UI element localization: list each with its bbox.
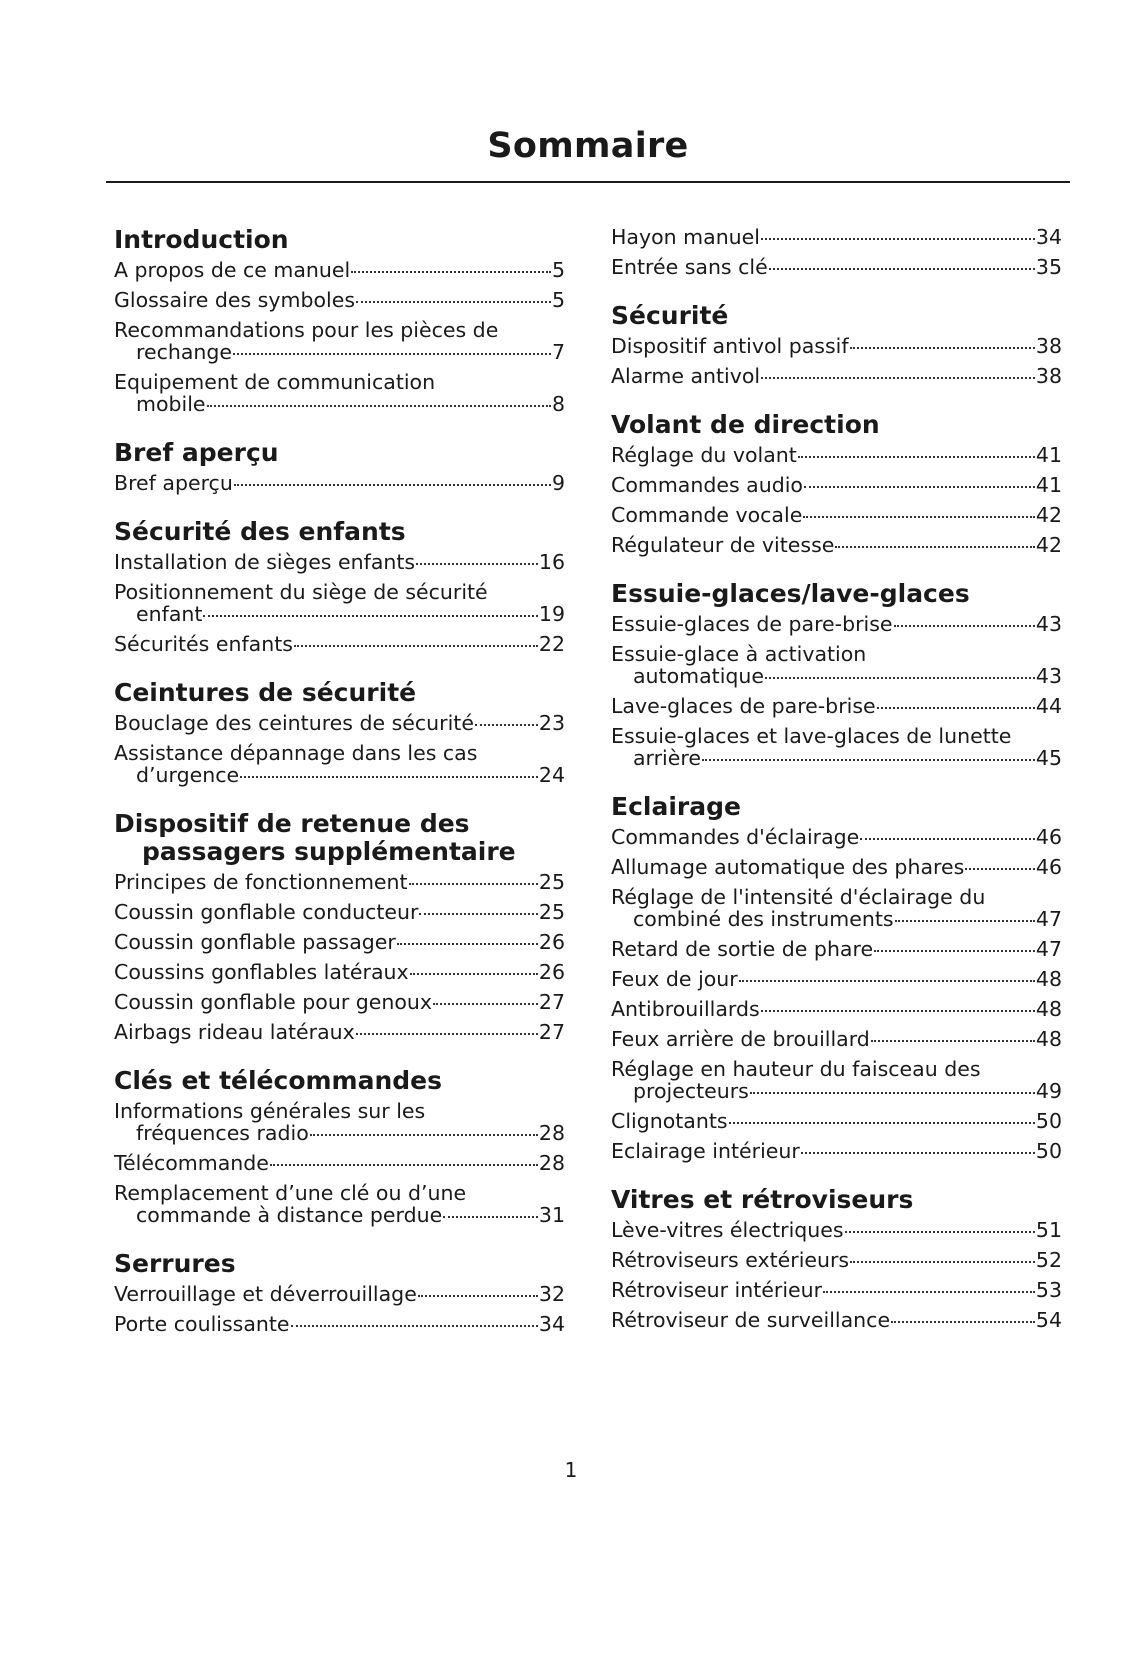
entry-title: Recommandations pour les pièces de (114, 318, 499, 342)
toc-entry[interactable] (611, 226, 1062, 248)
entry-title: Télécommande (114, 1151, 269, 1175)
entry-line (114, 603, 565, 625)
toc-entry[interactable] (114, 1152, 565, 1174)
dot-leader (769, 268, 1035, 270)
title-divider (106, 181, 1070, 183)
entry-page-number: 19 (538, 602, 565, 626)
dot-leader (419, 913, 537, 915)
entry-title: Verrouillage et déverrouillage (114, 1282, 417, 1306)
dot-leader (871, 1040, 1035, 1042)
toc-entry[interactable] (611, 1110, 1062, 1132)
entry-page-number: 27 (538, 990, 565, 1014)
entry-line (611, 504, 1062, 526)
dot-leader (965, 868, 1035, 870)
dot-leader (433, 1003, 538, 1005)
entry-title: Eclairage intérieur (611, 1139, 800, 1163)
entry-page-number: 28 (538, 1151, 565, 1175)
entry-title: Allumage automatique des phares (611, 855, 965, 879)
dot-leader (443, 1216, 538, 1218)
toc-entry[interactable] (114, 1021, 565, 1043)
section-heading: Essuie-glaces/lave-glaces (611, 579, 970, 608)
entry-title: Commande vocale (611, 503, 803, 527)
entry-line (611, 695, 1062, 717)
dot-leader (835, 546, 1035, 548)
toc-entry[interactable] (611, 1219, 1062, 1241)
section-heading: Volant de direction (611, 410, 880, 439)
dot-leader (207, 405, 551, 407)
toc-entry[interactable] (611, 1058, 1062, 1102)
entry-page-number: 38 (1035, 364, 1062, 388)
entry-title: Alarme antivol (611, 364, 761, 388)
entry-line (611, 613, 1062, 635)
toc-section (114, 1067, 565, 1226)
toc-entry[interactable] (611, 613, 1062, 635)
entry-page-number: 49 (1035, 1079, 1062, 1103)
entry-line (114, 341, 565, 363)
toc-entry[interactable] (611, 1028, 1062, 1050)
dot-leader (894, 625, 1035, 627)
entry-line (114, 581, 565, 603)
toc-entry[interactable] (114, 991, 565, 1013)
entry-line (114, 1100, 565, 1122)
entry-title: Rétroviseurs extérieurs (611, 1248, 850, 1272)
toc-entry[interactable] (611, 725, 1062, 769)
toc-entry[interactable] (114, 259, 565, 281)
dot-leader (475, 724, 538, 726)
entry-page-number: 47 (1035, 937, 1062, 961)
dot-leader (240, 776, 538, 778)
entry-line (114, 871, 565, 893)
entry-line (114, 1313, 565, 1335)
entry-line (611, 998, 1062, 1020)
entry-line (114, 961, 565, 983)
entry-line (114, 371, 565, 393)
entry-line (114, 1021, 565, 1043)
entry-line (611, 968, 1062, 990)
entry-line (611, 1140, 1062, 1162)
toc-entry[interactable] (611, 998, 1062, 1020)
entry-page-number: 35 (1035, 255, 1062, 279)
entry-line (611, 725, 1062, 747)
entry-line (611, 1219, 1062, 1241)
entry-title: Essuie-glaces de pare-brise (611, 612, 893, 636)
dot-leader (874, 950, 1035, 952)
entry-line (611, 665, 1062, 687)
entry-page-number: 53 (1035, 1278, 1062, 1302)
entry-page-number: 38 (1035, 334, 1062, 358)
entry-title: automatique (633, 664, 765, 688)
entry-title: Feux arrière de brouillard (611, 1027, 870, 1051)
dot-leader (850, 347, 1035, 349)
toc-entry[interactable] (114, 742, 565, 786)
entry-line (114, 1152, 565, 1174)
toc-entry[interactable] (114, 961, 565, 983)
toc-entry[interactable] (114, 633, 565, 655)
dot-leader (761, 1010, 1035, 1012)
entry-title: Commandes d'éclairage (611, 825, 860, 849)
entry-line (114, 1283, 565, 1305)
entry-title: Clignotants (611, 1109, 728, 1133)
entry-line (611, 474, 1062, 496)
dot-leader (418, 1295, 538, 1297)
entry-title: mobile (136, 392, 206, 416)
entry-title: Lève-vitres électriques (611, 1218, 844, 1242)
entry-line (114, 1204, 565, 1226)
dot-leader (877, 707, 1035, 709)
entry-page-number: 26 (538, 930, 565, 954)
entry-line (611, 856, 1062, 878)
toc-entry[interactable] (114, 472, 565, 494)
section-heading: Sécurité des enfants (114, 517, 406, 546)
entry-page-number: 51 (1035, 1218, 1062, 1242)
toc-entry[interactable] (611, 886, 1062, 930)
dot-leader (860, 838, 1035, 840)
entry-line (611, 365, 1062, 387)
entry-page-number: 45 (1035, 746, 1062, 770)
entry-title: Essuie-glace à activation (611, 642, 867, 666)
entry-line (611, 747, 1062, 769)
entry-page-number: 5 (551, 288, 565, 312)
entry-page-number: 54 (1035, 1308, 1062, 1332)
entry-title: fréquences radio (136, 1121, 309, 1145)
section-heading: Dispositif de retenue des passagers supplémentaire (114, 809, 516, 866)
entry-line (114, 991, 565, 1013)
toc-entry[interactable] (114, 1100, 565, 1144)
dot-leader (803, 516, 1035, 518)
entry-title: arrière (633, 746, 701, 770)
dot-leader (895, 920, 1035, 922)
dot-leader (294, 645, 538, 647)
entry-title: Hayon manuel (611, 225, 760, 249)
entry-line (611, 444, 1062, 466)
entry-title: Sécurités enfants (114, 632, 293, 656)
dot-leader (310, 1134, 538, 1136)
toc-section (611, 580, 1062, 769)
dot-leader (409, 883, 538, 885)
dot-leader (203, 615, 537, 617)
dot-leader (891, 1321, 1035, 1323)
entry-title: Dispositif antivol passif (611, 334, 849, 358)
toc-entry[interactable] (611, 1249, 1062, 1271)
toc-entry[interactable] (114, 931, 565, 953)
toc-entry[interactable] (611, 826, 1062, 848)
dot-leader (233, 353, 551, 355)
entry-title: Coussins gonflables latéraux (114, 960, 409, 984)
dot-leader (739, 980, 1035, 982)
toc-entry[interactable] (611, 695, 1062, 717)
toc-entry[interactable] (611, 1279, 1062, 1301)
toc-section (611, 1186, 1062, 1331)
entry-line (114, 633, 565, 655)
entry-line (611, 1058, 1062, 1080)
toc-section (611, 793, 1062, 1162)
section-heading: Introduction (114, 225, 289, 254)
toc-section (114, 439, 565, 494)
entry-page-number: 46 (1035, 855, 1062, 879)
entry-line (114, 551, 565, 573)
entry-title: Positionnement du siège de sécurité (114, 580, 488, 604)
toc-section (611, 226, 1062, 278)
entry-line (611, 938, 1062, 960)
entry-title: Coussin gonflable passager (114, 930, 396, 954)
entry-title: Commandes audio (611, 473, 803, 497)
entry-line (611, 1309, 1062, 1331)
entry-title: Remplacement d’une clé ou d’une (114, 1181, 467, 1205)
dot-leader (291, 1325, 538, 1327)
entry-page-number: 34 (538, 1312, 565, 1336)
toc-entry[interactable] (611, 444, 1062, 466)
entry-line (611, 226, 1062, 248)
entry-line (611, 256, 1062, 278)
dot-leader (765, 677, 1035, 679)
entry-page-number: 48 (1035, 997, 1062, 1021)
entry-line (611, 643, 1062, 665)
entry-title: A propos de ce manuel (114, 258, 351, 282)
entry-title: Rétroviseur intérieur (611, 1278, 823, 1302)
entry-line (611, 1028, 1062, 1050)
toc-entry[interactable] (114, 901, 565, 923)
toc-entry[interactable] (114, 1313, 565, 1335)
entry-line (114, 259, 565, 281)
entry-title: Coussin gonflable pour genoux (114, 990, 433, 1014)
dot-leader (845, 1231, 1035, 1233)
entry-page-number: 31 (538, 1203, 565, 1227)
entry-page-number: 48 (1035, 967, 1062, 991)
page-number: 1 (564, 1458, 578, 1482)
entry-page-number: 22 (538, 632, 565, 656)
dot-leader (702, 759, 1035, 761)
entry-title: Rétroviseur de surveillance (611, 1308, 891, 1332)
dot-leader (823, 1291, 1035, 1293)
entry-page-number: 25 (538, 870, 565, 894)
entry-title: rechange (136, 340, 233, 364)
dot-leader (234, 484, 551, 486)
entry-title: Equipement de communication (114, 370, 436, 394)
dot-leader (761, 238, 1035, 240)
toc-entry[interactable] (114, 289, 565, 311)
dot-leader (356, 301, 551, 303)
entry-title: Réglage du volant (611, 443, 797, 467)
entry-line (114, 931, 565, 953)
entry-line (611, 826, 1062, 848)
entry-title: Installation de sièges enfants (114, 550, 416, 574)
toc-entry[interactable] (611, 1140, 1062, 1162)
section-heading: Sécurité (611, 301, 729, 330)
entry-page-number: 28 (538, 1121, 565, 1145)
dot-leader (356, 1033, 538, 1035)
toc-entry[interactable] (114, 371, 565, 415)
dot-leader (351, 271, 551, 273)
entry-page-number: 41 (1035, 443, 1062, 467)
toc-entry[interactable] (114, 581, 565, 625)
section-heading: Bref aperçu (114, 438, 279, 467)
toc-entry[interactable] (611, 968, 1062, 990)
entry-page-number: 9 (551, 471, 565, 495)
entry-line (611, 1249, 1062, 1271)
entry-title: Feux de jour (611, 967, 738, 991)
toc-section (611, 411, 1062, 556)
entry-title: Porte coulissante (114, 1312, 290, 1336)
toc-entry[interactable] (114, 871, 565, 893)
entry-page-number: 7 (551, 340, 565, 364)
toc-entry[interactable] (114, 1182, 565, 1226)
entry-page-number: 24 (538, 763, 565, 787)
section-heading: Eclairage (611, 792, 741, 821)
page-title: Sommaire (487, 126, 689, 166)
entry-line (114, 764, 565, 786)
entry-page-number: 32 (538, 1282, 565, 1306)
toc-column-left (114, 226, 565, 1359)
entry-line (611, 1080, 1062, 1102)
toc-section (114, 518, 565, 655)
dot-leader (729, 1122, 1035, 1124)
toc-entry[interactable] (611, 938, 1062, 960)
entry-title: Airbags rideau latéraux (114, 1020, 355, 1044)
entry-page-number: 43 (1035, 612, 1062, 636)
entry-line (114, 1182, 565, 1204)
toc-section (114, 226, 565, 415)
entry-title: Retard de sortie de phare (611, 937, 874, 961)
toc-section (114, 679, 565, 786)
entry-line (611, 335, 1062, 357)
dot-leader (761, 377, 1035, 379)
toc-entry[interactable] (114, 551, 565, 573)
entry-line (114, 472, 565, 494)
entry-page-number: 5 (551, 258, 565, 282)
dot-leader (410, 973, 538, 975)
dot-leader (850, 1261, 1035, 1263)
entry-title: enfant (136, 602, 203, 626)
toc-entry[interactable] (611, 256, 1062, 278)
entry-page-number: 42 (1035, 533, 1062, 557)
entry-line (114, 289, 565, 311)
entry-title: Glossaire des symboles (114, 288, 355, 312)
toc-column-right (611, 226, 1062, 1355)
entry-page-number: 34 (1035, 225, 1062, 249)
entry-page-number: 26 (538, 960, 565, 984)
toc-entry[interactable] (611, 856, 1062, 878)
entry-title: Principes de fonctionnement (114, 870, 408, 894)
entry-page-number: 47 (1035, 907, 1062, 931)
entry-title: commande à distance perdue (136, 1203, 443, 1227)
toc-entry[interactable] (611, 534, 1062, 556)
entry-page-number: 43 (1035, 664, 1062, 688)
toc-entry[interactable] (611, 474, 1062, 496)
entry-page-number: 50 (1035, 1109, 1062, 1133)
dot-leader (804, 486, 1035, 488)
entry-line (114, 393, 565, 415)
entry-title: Entrée sans clé (611, 255, 768, 279)
entry-page-number: 48 (1035, 1027, 1062, 1051)
dot-leader (798, 456, 1035, 458)
entry-page-number: 44 (1035, 694, 1062, 718)
entry-page-number: 41 (1035, 473, 1062, 497)
toc-entry[interactable] (114, 712, 565, 734)
entry-page-number: 27 (538, 1020, 565, 1044)
section-heading: Clés et télécommandes (114, 1066, 442, 1095)
section-heading: Vitres et rétroviseurs (611, 1185, 914, 1214)
toc-section (114, 810, 565, 1043)
entry-title: Assistance dépannage dans les cas (114, 741, 478, 765)
dot-leader (750, 1092, 1035, 1094)
section-heading: Ceintures de sécurité (114, 678, 417, 707)
toc-entry[interactable] (611, 643, 1062, 687)
entry-page-number: 50 (1035, 1139, 1062, 1163)
entry-title: projecteurs (633, 1079, 749, 1103)
toc-entry[interactable] (611, 335, 1062, 357)
entry-line (114, 319, 565, 341)
toc-entry[interactable] (611, 1309, 1062, 1331)
entry-title: Réglage de l'intensité d'éclairage du (611, 885, 986, 909)
entry-page-number: 46 (1035, 825, 1062, 849)
toc-section (611, 302, 1062, 387)
toc-entry[interactable] (611, 365, 1062, 387)
section-heading: Serrures (114, 1249, 236, 1278)
entry-title: Informations générales sur les (114, 1099, 426, 1123)
entry-title: Lave-glaces de pare-brise (611, 694, 876, 718)
entry-page-number: 52 (1035, 1248, 1062, 1272)
toc-entry[interactable] (114, 1283, 565, 1305)
entry-title: Régulateur de vitesse (611, 533, 835, 557)
entry-page-number: 16 (538, 550, 565, 574)
dot-leader (397, 943, 538, 945)
entry-title: Bref aperçu (114, 471, 233, 495)
entry-page-number: 42 (1035, 503, 1062, 527)
entry-line (611, 534, 1062, 556)
entry-page-number: 25 (538, 900, 565, 924)
entry-line (611, 1110, 1062, 1132)
entry-title: Bouclage des ceintures de sécurité (114, 711, 474, 735)
entry-line (114, 1122, 565, 1144)
entry-line (611, 886, 1062, 908)
dot-leader (416, 563, 538, 565)
entry-line (611, 908, 1062, 930)
dot-leader (801, 1152, 1035, 1154)
entry-line (611, 1279, 1062, 1301)
entry-title: Réglage en hauteur du faisceau des (611, 1057, 981, 1081)
dot-leader (270, 1164, 538, 1166)
entry-title: Coussin gonflable conducteur (114, 900, 419, 924)
toc-entry[interactable] (114, 319, 565, 363)
entry-page-number: 23 (538, 711, 565, 735)
entry-page-number: 8 (551, 392, 565, 416)
entry-title: Essuie-glaces et lave-glaces de lunette (611, 724, 1012, 748)
entry-line (114, 742, 565, 764)
entry-title: d’urgence (136, 763, 240, 787)
entry-title: combiné des instruments (633, 907, 894, 931)
toc-entry[interactable] (611, 504, 1062, 526)
entry-title: Antibrouillards (611, 997, 760, 1021)
entry-line (114, 712, 565, 734)
entry-line (114, 901, 565, 923)
toc-section (114, 1250, 565, 1335)
